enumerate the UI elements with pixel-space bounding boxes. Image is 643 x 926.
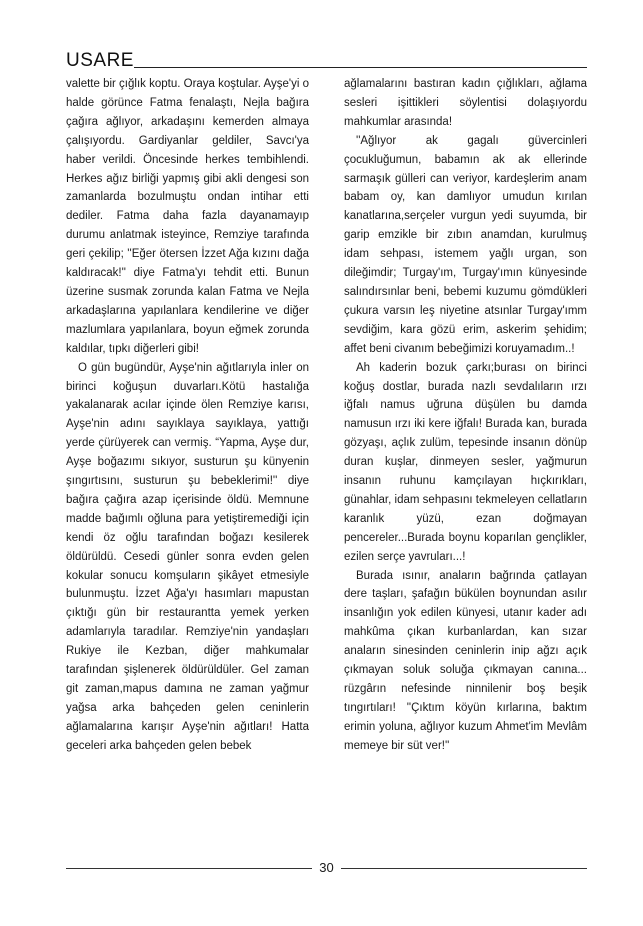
page-number: 30 bbox=[319, 860, 334, 875]
right-column bbox=[344, 75, 587, 756]
footer-rule-right bbox=[341, 868, 587, 869]
paragraph: Burada ısınır, anaların bağrında çatlayan dere taşları, şafağın bükülen boynundan asılır insanlığın yok edilen künyesi, utanır kader adı mahkûma çıkan kurbanlardan, kan sızar anaların sinesinden ceninlerin inip ağzı açık çıkmayan soluk soluğa çıkmayan canına... rüzgârın nefesinde ninnilenir boş beşik tıngırtıları! ''Çıktım köyün kırlarına, baktım erimin yoluna, ağlıyor kuzum Ahmet'im Mevlâm memeye bir süt ver!'' bbox=[344, 569, 587, 752]
paragraph: ağlamalarını bastıran kadın çığlıkları, ağlama sesleri işittikleri söylentisi dolaşıyordu mahkumlar arasında! bbox=[344, 78, 587, 128]
page-footer bbox=[66, 859, 587, 877]
paragraph: Ah kaderin bozuk çarkı;burası on birinci koğuş dostlar, burada nazlı sevdalıların ırzı iğfalı namus uğruna düşülen bu damda namusun ırzı iki kere iğfalı! Burada kan, burada gözyaşı, açlık zulüm, tepesinde insanın dönüp duran kuşlar, dinmeyen sesler, yağmurun insanın ruhunu kamçılayan hıçkırıkları, günahlar, idam sehpasını tekmeleyen cellatların karanlık yüzü, ezan doğmayan pencereler...Burada boynu koparılan gençlikler, ezilen serçe yavruları...! bbox=[344, 361, 587, 563]
paragraph: ''Ağlıyor ak gagalı güvercinleri çocukluğumun, babamın ak ak ellerinde sarmaşık gülleri can veriyor, kardeşlerim anam babam oy, kan damlıyor umudun kırılan kanatlarına,serçeler vurgun yedi suyumda, bir garip emzikle bir zıbın anamdan, kurulmuş idam sehpası, istemem yağlı urgan, son dileğimdir; Turgay'ım, Turgay'ımın künyesinde salındırsınlar beni, bebemi kuzumu gömdükleri çukura varsın leş niyetine atsınlar Turgay'ımm sevdiğim, kara gözü erim, askerim şehidim; affet beni civanım bebeğimizi koruyamadım..! bbox=[344, 134, 587, 355]
left-column bbox=[66, 75, 309, 756]
page-header bbox=[66, 50, 587, 72]
paragraph: O gün bugündür, Ayşe'nin ağıtlarıyla inler on birinci koğuşun duvarları.Kötü hastalığa yakalanarak acılar içinde ölen Remziye karısı, Ayşe'nin adını sayıklaya sayıklaya, yattığı yerde çürüyerek can vermiş. “Yapma, Ayşe dur, Ayşe boğazımı sıkıyor, susturun şu künyenin şıngırtısını, susturun şu bebeklerimi!'' diye bağıra çağıra azap içerisinde öldü. Memnune madde bağımlı oğluna para yetiştiremediği için kendi öz oğlu tarafından boğazı kesilerek öldürüldü. Cesedi günler sonra evden gelen kokular sonucu komşuların şikâyet etmesiyle bulunmuştu. İzzet Ağa'yı hasımları mapustan çıktığı gün bir restaurantta yemek yerken adamlarıyla taradılar. Remziye'nin yandaşları Rukiye ile Kezban, diğer mahkumalar tarafından şişlenerek öldürüldüler. Gel zaman git zaman,mapus damına ne zaman yağmur yağsa arka bahçeden gelen ceninlerin ağlamalarına karışır Ayşe'nin ağıtları! Hatta geceleri arka bahçeden gelen bebek bbox=[66, 361, 309, 752]
magazine-title: USARE bbox=[66, 50, 134, 71]
paragraph: valette bir çığlık koptu. Oraya koştular. Ayşe'yi o halde görünce Fatma fenalaştı, Nejla bağıra çağıra ağlıyor, arkadaşını kemerden almaya çalışıyordu. Gardiyanlar geldiler, Savcı'ya haber verildi. Öncesinde herkes tembihlendi. Herkes ağız birliği yapmış gibi akli dengesi son zamanlarda bozulmuştu ondan intihar etti dediler. Fatma daha fazla dayanamayıp durumu anlatmak isteyince, Remziye tarafında geri çekilip; ''Eğer ötersen İzzet Ağa kızını dağa kaldıracak!'' diye Fatma'yı tehdit etti. Bunun üzerine susmak zorunda kalan Fatma ve Nejla arkadaşlarına yapılanlara kendilerine ve diğer mazlumlara yapılanlara, boyun eğmek zorunda kaldılar, tıpkı diğerleri gibi! bbox=[66, 78, 309, 355]
footer-rule-left bbox=[66, 868, 312, 869]
header-rule bbox=[134, 67, 587, 68]
